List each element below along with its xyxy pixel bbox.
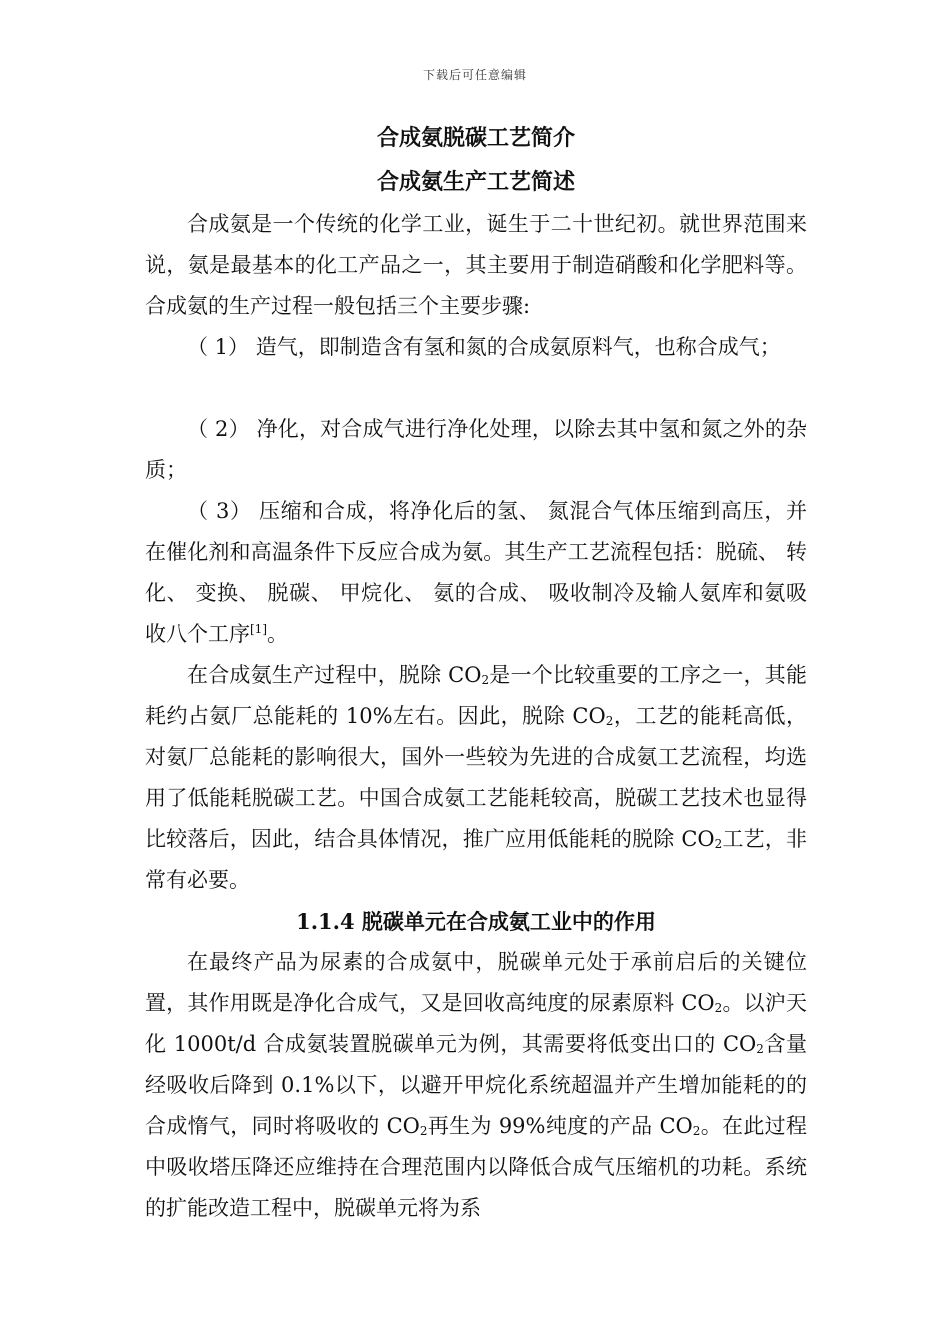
step-item-3-end: 。 [267,622,288,646]
paragraph-role-text-c: 含量经吸收后降到 0.1%以下，以避开甲烷化系统超温并产生增加能耗的的合成惰气，同时将吸收的 CO [145,1032,807,1138]
paragraph-co2-text-a: 在合成氨生产过程中，脱除 CO [187,663,482,687]
paragraph-co2-text-d: 工艺，非常有必要。 [145,827,807,892]
subscript-2: 2 [714,837,723,851]
paragraph-role-text-b: 。以沪天化 1000t/d 合成氨装置脱碳单元为例，其需要将低变出口的 CO [145,991,807,1056]
document-subtitle: 合成氨生产工艺简述 [376,169,575,195]
step-item-3 [145,491,807,655]
section-heading: 1.1.4 脱碳单元在合成氨工业中的作用 [296,909,656,934]
step-item-2: （ 2） 净化，对合成气进行净化处理，以除去其中氢和氮之外的杂质； [145,417,807,482]
header-note: 下载后可任意编辑 [422,68,527,82]
paragraph-role-text-a: 在最终产品为尿素的合成氨中，脱碳单元处于承前启后的关键位置，其作用既是净化合成气，又是回收高纯度的尿素原料 CO [145,950,807,1015]
step-item-3-text: （ 3） 压缩和合成，将净化后的氢、 氮混合气体压缩到高压，并在催化剂和高温条件下反应合成为氨。其生产工艺流程包括：脱硫、 转化、 变换、 脱碳、 甲烷化、 氨的合成、 吸收制冷及输人氨库和氨吸收八个工序 [145,499,807,646]
paragraph-role-text-e: 。在此过程中吸收塔压降还应维持在合理范围内以降低合成气压缩机的功耗。系统的扩能改造工程中，脱碳单元将为系 [145,1114,808,1220]
document-body [145,116,807,1229]
paragraph-co2-removal [145,655,807,901]
subscript-2: 2 [692,1124,701,1138]
document-title: 合成氨脱碳工艺简介 [376,125,575,151]
paragraph-co2-text-c: ，工艺的能耗高低，对氨厂总能耗的影响很大，国外一些较为先进的合成氨工艺流程，均选用了低能耗脱碳工艺。中国合成氨工艺能耗较高，脱碳工艺技术也显得比较落后，因此，结合具体情况，推广应用低能耗的脱除 CO [145,704,807,851]
paragraph-decarbonization-role [145,942,807,1229]
subscript-2: 2 [481,673,490,687]
paragraph-role-text-d: 再生为 99%纯度的产品 CO [427,1114,693,1138]
citation-ref: [1] [250,622,267,636]
paragraph-intro: 合成氨是一个传统的化学工业，诞生于二十世纪初。就世界范围来说，氨是最基本的化工产品之一，其主要用于制造硝酸和化学肥料等。合成氨的生产过程一般包括三个主要步骤: [145,212,807,318]
step-item-1: （ 1） 造气，即制造含有氢和氮的合成氨原料气，也称合成气； [187,335,781,359]
subscript-2: 2 [714,1001,723,1015]
subscript-2: 2 [605,714,614,728]
paragraph-co2-text-b: 是一个比较重要的工序之一，其能耗约占氨厂总能耗的 10%左右。因此，脱除 CO [145,663,807,728]
subscript-2: 2 [419,1124,428,1138]
subscript-2: 2 [756,1042,764,1056]
